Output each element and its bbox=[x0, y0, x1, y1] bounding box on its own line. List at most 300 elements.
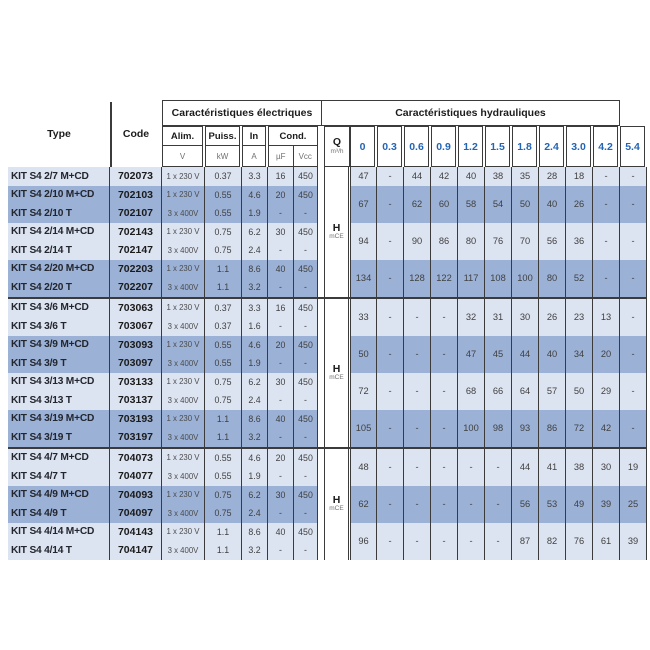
code-cell: 702207 bbox=[110, 278, 162, 297]
hydraulic-value-cell: 56 bbox=[539, 223, 566, 260]
alim-cell: 1 x 230 V bbox=[162, 186, 205, 205]
alim-cell: 1 x 230 V bbox=[162, 260, 205, 279]
puiss-cell: 1.1 bbox=[205, 410, 242, 429]
code-cell: 704097 bbox=[110, 504, 162, 523]
unit-label: Vcc bbox=[293, 146, 318, 166]
hydraulic-value-cell: 86 bbox=[539, 410, 566, 447]
vcc-cell: - bbox=[294, 278, 318, 297]
vcc-cell: 450 bbox=[294, 486, 318, 505]
code-cell: 703197 bbox=[110, 428, 162, 447]
hydraulic-value-cell: 50 bbox=[566, 373, 593, 410]
hydraulic-value-cell: 94 bbox=[350, 223, 377, 260]
code-cell: 704093 bbox=[110, 486, 162, 505]
uf-cell: 20 bbox=[268, 336, 294, 355]
hydraulic-row bbox=[350, 336, 647, 373]
uf-cell: - bbox=[268, 428, 294, 447]
hydraulic-value-cell: 54 bbox=[485, 186, 512, 223]
hydraulic-row bbox=[350, 449, 647, 486]
alim-cell: 3 x 400V bbox=[162, 428, 205, 447]
puiss-cell: 0.75 bbox=[205, 373, 242, 392]
puiss-cell: 1.1 bbox=[205, 278, 242, 297]
vcc-cell: - bbox=[294, 428, 318, 447]
unit-label: µF bbox=[276, 151, 286, 161]
hydraulic-value-cell: 72 bbox=[566, 410, 593, 447]
column-label: Puiss. bbox=[206, 127, 239, 146]
type-cell: KIT S4 4/7 T bbox=[8, 467, 110, 486]
hydraulic-value-cell: - bbox=[431, 486, 458, 523]
vcc-cell: - bbox=[294, 541, 318, 560]
code-column-header: Code bbox=[122, 127, 150, 140]
hydraulic-value-cell: 80 bbox=[458, 223, 485, 260]
type-cell: KIT S4 3/13 M+CD bbox=[8, 373, 110, 392]
hydraulic-value-cell: 40 bbox=[539, 186, 566, 223]
uf-cell: 40 bbox=[268, 410, 294, 429]
hydraulic-value-cell: 67 bbox=[350, 186, 377, 223]
hydraulic-value-cell: 100 bbox=[512, 260, 539, 297]
hydraulic-value-cell: 36 bbox=[566, 223, 593, 260]
hydraulic-value-cell: 32 bbox=[458, 299, 485, 336]
code-cell: 703097 bbox=[110, 354, 162, 373]
uf-cell: - bbox=[268, 354, 294, 373]
hydraulic-value-cell: 82 bbox=[539, 523, 566, 560]
puiss-cell: 0.75 bbox=[205, 391, 242, 410]
hydraulic-value-cell: - bbox=[620, 260, 647, 297]
hydraulic-value-cell: - bbox=[431, 299, 458, 336]
hydraulic-value-cell: 96 bbox=[350, 523, 377, 560]
alim-cell: 3 x 400V bbox=[162, 241, 205, 260]
hydraulic-value-cell: - bbox=[431, 336, 458, 373]
puiss-column-header bbox=[205, 126, 240, 167]
alim-cell: 3 x 400V bbox=[162, 204, 205, 223]
hydraulic-value-cell: 31 bbox=[485, 299, 512, 336]
hydraulic-value-cell: 19 bbox=[620, 449, 647, 486]
unit-label: V bbox=[179, 151, 186, 161]
in-cell: 6.2 bbox=[242, 373, 268, 392]
hydraulic-value-cell: 60 bbox=[431, 186, 458, 223]
alim-cell: 1 x 230 V bbox=[162, 449, 205, 468]
flow-header-cell: 5.4 bbox=[620, 126, 645, 167]
vcc-cell: 450 bbox=[294, 373, 318, 392]
hydraulic-value-cell: - bbox=[458, 449, 485, 486]
hydraulic-value-cell: - bbox=[485, 449, 512, 486]
head-axis-label: H bbox=[332, 362, 341, 375]
alim-cell: 3 x 400V bbox=[162, 354, 205, 373]
code-cell: 703093 bbox=[110, 336, 162, 355]
uf-cell: - bbox=[268, 241, 294, 260]
uf-cell: - bbox=[268, 467, 294, 486]
vcc-cell: - bbox=[294, 204, 318, 223]
in-cell: 8.6 bbox=[242, 523, 268, 542]
hydraulic-value-cell: 93 bbox=[512, 410, 539, 447]
flow-header-cell: 0.9 bbox=[431, 126, 456, 167]
unit-label: kW bbox=[216, 151, 229, 161]
hydraulic-value-cell: 30 bbox=[512, 299, 539, 336]
type-column-header: Type bbox=[47, 127, 71, 140]
hydraulic-value-cell: - bbox=[404, 486, 431, 523]
code-cell: 702073 bbox=[110, 167, 162, 186]
vcc-cell: - bbox=[294, 317, 318, 336]
unit-cells bbox=[269, 146, 317, 166]
hydraulic-value-cell: - bbox=[404, 523, 431, 560]
code-cell: 703063 bbox=[110, 299, 162, 318]
hydraulic-value-cell: 62 bbox=[350, 486, 377, 523]
in-cell: 2.4 bbox=[242, 504, 268, 523]
hydraulic-value-cell: 47 bbox=[350, 167, 377, 186]
code-cell: 702107 bbox=[110, 204, 162, 223]
hydraulic-row bbox=[350, 410, 647, 447]
code-cell: 702147 bbox=[110, 241, 162, 260]
in-cell: 8.6 bbox=[242, 410, 268, 429]
hydraulic-value-cell: 57 bbox=[539, 373, 566, 410]
hydraulic-value-cell: 87 bbox=[512, 523, 539, 560]
code-cell: 703133 bbox=[110, 373, 162, 392]
alim-cell: 1 x 230 V bbox=[162, 486, 205, 505]
hydraulic-value-cell: 53 bbox=[539, 486, 566, 523]
column-label: Cond. bbox=[269, 127, 317, 146]
head-axis-header bbox=[324, 449, 349, 560]
alim-cell: 3 x 400V bbox=[162, 278, 205, 297]
flow-header-cell: 1.8 bbox=[512, 126, 537, 167]
alim-cell: 1 x 230 V bbox=[162, 299, 205, 318]
uf-cell: 40 bbox=[268, 260, 294, 279]
hydraulic-value-cell: 25 bbox=[620, 486, 647, 523]
puiss-cell: 0.55 bbox=[205, 449, 242, 468]
uf-cell: 20 bbox=[268, 449, 294, 468]
in-cell: 6.2 bbox=[242, 486, 268, 505]
puiss-cell: 1.1 bbox=[205, 541, 242, 560]
type-cell: KIT S4 4/7 M+CD bbox=[8, 449, 110, 468]
column-label: Alim. bbox=[163, 127, 202, 146]
type-cell: KIT S4 2/7 M+CD bbox=[8, 167, 110, 186]
flow-axis-unit: m³/h bbox=[330, 148, 344, 155]
hydraulic-value-cell: 56 bbox=[512, 486, 539, 523]
pump-group bbox=[8, 167, 647, 297]
hydraulic-value-cell: - bbox=[377, 373, 404, 410]
alim-cell: 1 x 230 V bbox=[162, 373, 205, 392]
hydraulic-value-cell: 26 bbox=[566, 186, 593, 223]
hydraulic-section bbox=[350, 299, 647, 447]
in-cell: 3.3 bbox=[242, 167, 268, 186]
vcc-cell: 450 bbox=[294, 336, 318, 355]
hydraulic-value-cell: 38 bbox=[566, 449, 593, 486]
head-axis-unit: mCE bbox=[329, 373, 344, 381]
uf-cell: 30 bbox=[268, 373, 294, 392]
uf-cell: 40 bbox=[268, 523, 294, 542]
head-axis-header bbox=[324, 167, 349, 297]
hydraulic-section bbox=[350, 449, 647, 560]
code-cell: 702143 bbox=[110, 223, 162, 242]
alim-cell: 3 x 400V bbox=[162, 467, 205, 486]
pump-group bbox=[8, 297, 647, 447]
in-cell: 2.4 bbox=[242, 241, 268, 260]
hydraulic-value-cell: - bbox=[377, 223, 404, 260]
hydraulic-row bbox=[350, 167, 647, 186]
hydraulic-value-cell: 29 bbox=[593, 373, 620, 410]
head-axis-label: H bbox=[332, 221, 341, 234]
head-axis-header bbox=[324, 299, 349, 447]
flow-axis-label: Q bbox=[332, 136, 342, 148]
hydraulic-value-cell: 108 bbox=[485, 260, 512, 297]
hydraulic-value-cell: - bbox=[593, 223, 620, 260]
hydraulic-value-cell: - bbox=[620, 410, 647, 447]
unit-label: A bbox=[251, 151, 257, 161]
code-cell: 704077 bbox=[110, 467, 162, 486]
hydraulic-value-cell: - bbox=[620, 336, 647, 373]
vcc-cell: 450 bbox=[294, 186, 318, 205]
hydraulic-value-cell: 90 bbox=[404, 223, 431, 260]
puiss-cell: 0.75 bbox=[205, 504, 242, 523]
type-cell: KIT S4 3/9 T bbox=[8, 354, 110, 373]
hydraulic-value-cell: 58 bbox=[458, 186, 485, 223]
alim-column-header bbox=[162, 126, 203, 167]
hydraulic-value-cell: 20 bbox=[593, 336, 620, 373]
type-cell: KIT S4 3/13 T bbox=[8, 391, 110, 410]
code-cell: 703137 bbox=[110, 391, 162, 410]
alim-cell: 3 x 400V bbox=[162, 391, 205, 410]
hydraulic-value-cell: - bbox=[377, 167, 404, 186]
hydraulic-row bbox=[350, 373, 647, 410]
flow-header-cell: 0.6 bbox=[404, 126, 429, 167]
vcc-cell: - bbox=[294, 504, 318, 523]
hydraulic-value-cell: 23 bbox=[566, 299, 593, 336]
hydraulic-value-cell: - bbox=[377, 299, 404, 336]
hydraulic-value-cell: 134 bbox=[350, 260, 377, 297]
in-cell: 6.2 bbox=[242, 223, 268, 242]
hydraulic-value-cell: 62 bbox=[404, 186, 431, 223]
type-cell: KIT S4 3/6 T bbox=[8, 317, 110, 336]
puiss-cell: 0.55 bbox=[205, 186, 242, 205]
hydraulic-value-cell: 13 bbox=[593, 299, 620, 336]
code-cell: 704147 bbox=[110, 541, 162, 560]
type-cell: KIT S4 2/14 T bbox=[8, 241, 110, 260]
type-cell: KIT S4 3/6 M+CD bbox=[8, 299, 110, 318]
uf-cell: 30 bbox=[268, 486, 294, 505]
hydraulic-value-cell: 40 bbox=[458, 167, 485, 186]
hydraulic-value-cell: - bbox=[404, 373, 431, 410]
hydraulic-value-cell: - bbox=[377, 336, 404, 373]
type-cell: KIT S4 2/14 M+CD bbox=[8, 223, 110, 242]
column-label: In bbox=[243, 127, 265, 146]
hydraulic-value-cell: - bbox=[431, 523, 458, 560]
uf-cell: 16 bbox=[268, 299, 294, 318]
flow-header-cell: 4.2 bbox=[593, 126, 618, 167]
type-cell: KIT S4 4/14 T bbox=[8, 541, 110, 560]
uf-cell: - bbox=[268, 504, 294, 523]
head-axis-unit: mCE bbox=[329, 232, 344, 240]
type-cell: KIT S4 4/9 M+CD bbox=[8, 486, 110, 505]
hydraulic-value-cell: 105 bbox=[350, 410, 377, 447]
puiss-cell: 1.1 bbox=[205, 260, 242, 279]
hydraulic-value-cell: - bbox=[593, 260, 620, 297]
alim-cell: 3 x 400V bbox=[162, 541, 205, 560]
hydraulic-value-cell: 61 bbox=[593, 523, 620, 560]
vcc-cell: 450 bbox=[294, 260, 318, 279]
hydraulic-value-cell: - bbox=[377, 186, 404, 223]
hydraulic-value-cell: 39 bbox=[620, 523, 647, 560]
title-strip bbox=[162, 100, 620, 126]
alim-cell: 1 x 230 V bbox=[162, 336, 205, 355]
flow-header-cell: 3.0 bbox=[566, 126, 591, 167]
puiss-cell: 0.55 bbox=[205, 467, 242, 486]
uf-cell: 30 bbox=[268, 223, 294, 242]
in-cell: 1.6 bbox=[242, 317, 268, 336]
in-cell: 3.2 bbox=[242, 428, 268, 447]
hydraulic-value-cell: 76 bbox=[566, 523, 593, 560]
pump-group bbox=[8, 447, 647, 560]
puiss-cell: 0.55 bbox=[205, 336, 242, 355]
hydraulic-value-cell: 35 bbox=[512, 167, 539, 186]
uf-cell: 16 bbox=[268, 167, 294, 186]
hydraulic-value-cell: 38 bbox=[485, 167, 512, 186]
hydraulic-value-cell: 70 bbox=[512, 223, 539, 260]
alim-cell: 1 x 230 V bbox=[162, 167, 205, 186]
hydraulic-value-cell: 26 bbox=[539, 299, 566, 336]
type-cell: KIT S4 3/19 T bbox=[8, 428, 110, 447]
electrical-title: Caractéristiques électriques bbox=[171, 107, 313, 119]
puiss-cell: 0.75 bbox=[205, 223, 242, 242]
hydraulic-value-cell: - bbox=[620, 299, 647, 336]
hydraulic-value-cell: 44 bbox=[512, 336, 539, 373]
hydraulic-value-cell: 40 bbox=[539, 336, 566, 373]
code-cell: 702203 bbox=[110, 260, 162, 279]
type-cell: KIT S4 3/19 M+CD bbox=[8, 410, 110, 429]
vcc-cell: 450 bbox=[294, 167, 318, 186]
hydraulic-value-cell: 41 bbox=[539, 449, 566, 486]
hydraulic-value-cell: - bbox=[377, 449, 404, 486]
flow-header-cell: 0.3 bbox=[377, 126, 402, 167]
hydraulic-value-cell: 45 bbox=[485, 336, 512, 373]
uf-cell: - bbox=[268, 317, 294, 336]
hydraulic-value-cell: 86 bbox=[431, 223, 458, 260]
in-cell: 4.6 bbox=[242, 336, 268, 355]
puiss-cell: 0.37 bbox=[205, 299, 242, 318]
hydraulic-section bbox=[350, 167, 647, 297]
hydraulic-value-cell: 33 bbox=[350, 299, 377, 336]
vcc-cell: - bbox=[294, 354, 318, 373]
puiss-cell: 1.1 bbox=[205, 428, 242, 447]
hydraulic-value-cell: - bbox=[431, 373, 458, 410]
hydraulic-value-cell: 72 bbox=[350, 373, 377, 410]
hydraulic-value-cell: - bbox=[458, 523, 485, 560]
flow-header-cell: 2.4 bbox=[539, 126, 564, 167]
in-cell: 1.9 bbox=[242, 354, 268, 373]
hydraulic-value-cell: 64 bbox=[512, 373, 539, 410]
code-cell: 702103 bbox=[110, 186, 162, 205]
alim-cell: 1 x 230 V bbox=[162, 410, 205, 429]
hydraulic-value-cell: 100 bbox=[458, 410, 485, 447]
hydraulic-value-cell: 52 bbox=[566, 260, 593, 297]
type-cell: KIT S4 2/20 M+CD bbox=[8, 260, 110, 279]
hydraulic-value-cell: - bbox=[431, 449, 458, 486]
puiss-cell: 0.37 bbox=[205, 167, 242, 186]
hydraulic-value-cell: 44 bbox=[512, 449, 539, 486]
hydraulic-value-cell: - bbox=[431, 410, 458, 447]
hydraulic-row bbox=[350, 186, 647, 223]
hydraulic-value-cell: 44 bbox=[404, 167, 431, 186]
hydraulic-value-cell: - bbox=[620, 167, 647, 186]
type-cell: KIT S4 2/10 M+CD bbox=[8, 186, 110, 205]
hydraulic-value-cell: - bbox=[377, 486, 404, 523]
flow-axis-header bbox=[324, 126, 350, 167]
hydraulic-title: Caractéristiques hydrauliques bbox=[321, 101, 619, 125]
type-cell: KIT S4 3/9 M+CD bbox=[8, 336, 110, 355]
hydraulic-row bbox=[350, 523, 647, 560]
flow-header-cell: 1.5 bbox=[485, 126, 510, 167]
hydraulic-value-cell: 122 bbox=[431, 260, 458, 297]
in-cell: 1.9 bbox=[242, 204, 268, 223]
hydraulic-value-cell: 30 bbox=[593, 449, 620, 486]
type-cell: KIT S4 2/10 T bbox=[8, 204, 110, 223]
table-body bbox=[8, 167, 647, 560]
hydraulic-row bbox=[350, 486, 647, 523]
hydraulic-value-cell: - bbox=[377, 523, 404, 560]
vcc-cell: - bbox=[294, 391, 318, 410]
type-cell: KIT S4 4/14 M+CD bbox=[8, 523, 110, 542]
head-axis-unit: mCE bbox=[329, 505, 344, 512]
hydraulic-value-cell: 18 bbox=[566, 167, 593, 186]
hydraulic-value-cell: - bbox=[404, 299, 431, 336]
hydraulic-value-cell: 49 bbox=[566, 486, 593, 523]
hydraulic-row bbox=[350, 223, 647, 260]
in-column-header bbox=[242, 126, 266, 167]
hydraulic-value-cell: - bbox=[458, 486, 485, 523]
vcc-cell: - bbox=[294, 241, 318, 260]
uf-cell: - bbox=[268, 541, 294, 560]
hydraulic-value-cell: 39 bbox=[593, 486, 620, 523]
code-cell: 703193 bbox=[110, 410, 162, 429]
spec-table bbox=[8, 100, 647, 562]
in-cell: 3.3 bbox=[242, 299, 268, 318]
puiss-cell: 0.37 bbox=[205, 317, 242, 336]
in-cell: 1.9 bbox=[242, 467, 268, 486]
hydraulic-value-cell: 34 bbox=[566, 336, 593, 373]
vcc-cell: 450 bbox=[294, 449, 318, 468]
code-cell: 703067 bbox=[110, 317, 162, 336]
code-cell: 704143 bbox=[110, 523, 162, 542]
in-cell: 4.6 bbox=[242, 186, 268, 205]
hydraulic-value-cell: 117 bbox=[458, 260, 485, 297]
hydraulic-value-cell: - bbox=[620, 186, 647, 223]
in-cell: 2.4 bbox=[242, 391, 268, 410]
puiss-cell: 0.55 bbox=[205, 204, 242, 223]
hydraulic-value-cell: - bbox=[620, 223, 647, 260]
hydraulic-value-cell: 128 bbox=[404, 260, 431, 297]
hydraulic-value-cell: - bbox=[485, 523, 512, 560]
alim-cell: 1 x 230 V bbox=[162, 523, 205, 542]
vcc-cell: 450 bbox=[294, 299, 318, 318]
hydraulic-value-cell: 42 bbox=[593, 410, 620, 447]
in-cell: 8.6 bbox=[242, 260, 268, 279]
hydraulic-value-cell: - bbox=[377, 260, 404, 297]
uf-cell: - bbox=[268, 391, 294, 410]
in-cell: 3.2 bbox=[242, 541, 268, 560]
hydraulic-value-cell: 80 bbox=[539, 260, 566, 297]
hydraulic-row bbox=[350, 299, 647, 336]
alim-cell: 3 x 400V bbox=[162, 504, 205, 523]
uf-cell: - bbox=[268, 278, 294, 297]
flow-header-cell: 1.2 bbox=[458, 126, 483, 167]
vcc-cell: 450 bbox=[294, 523, 318, 542]
puiss-cell: 0.75 bbox=[205, 486, 242, 505]
type-cell: KIT S4 2/20 T bbox=[8, 278, 110, 297]
uf-cell: - bbox=[268, 204, 294, 223]
hydraulic-value-cell: 42 bbox=[431, 167, 458, 186]
vcc-cell: - bbox=[294, 467, 318, 486]
code-cell: 704073 bbox=[110, 449, 162, 468]
hydraulic-value-cell: 48 bbox=[350, 449, 377, 486]
alim-cell: 3 x 400V bbox=[162, 317, 205, 336]
puiss-cell: 0.55 bbox=[205, 354, 242, 373]
